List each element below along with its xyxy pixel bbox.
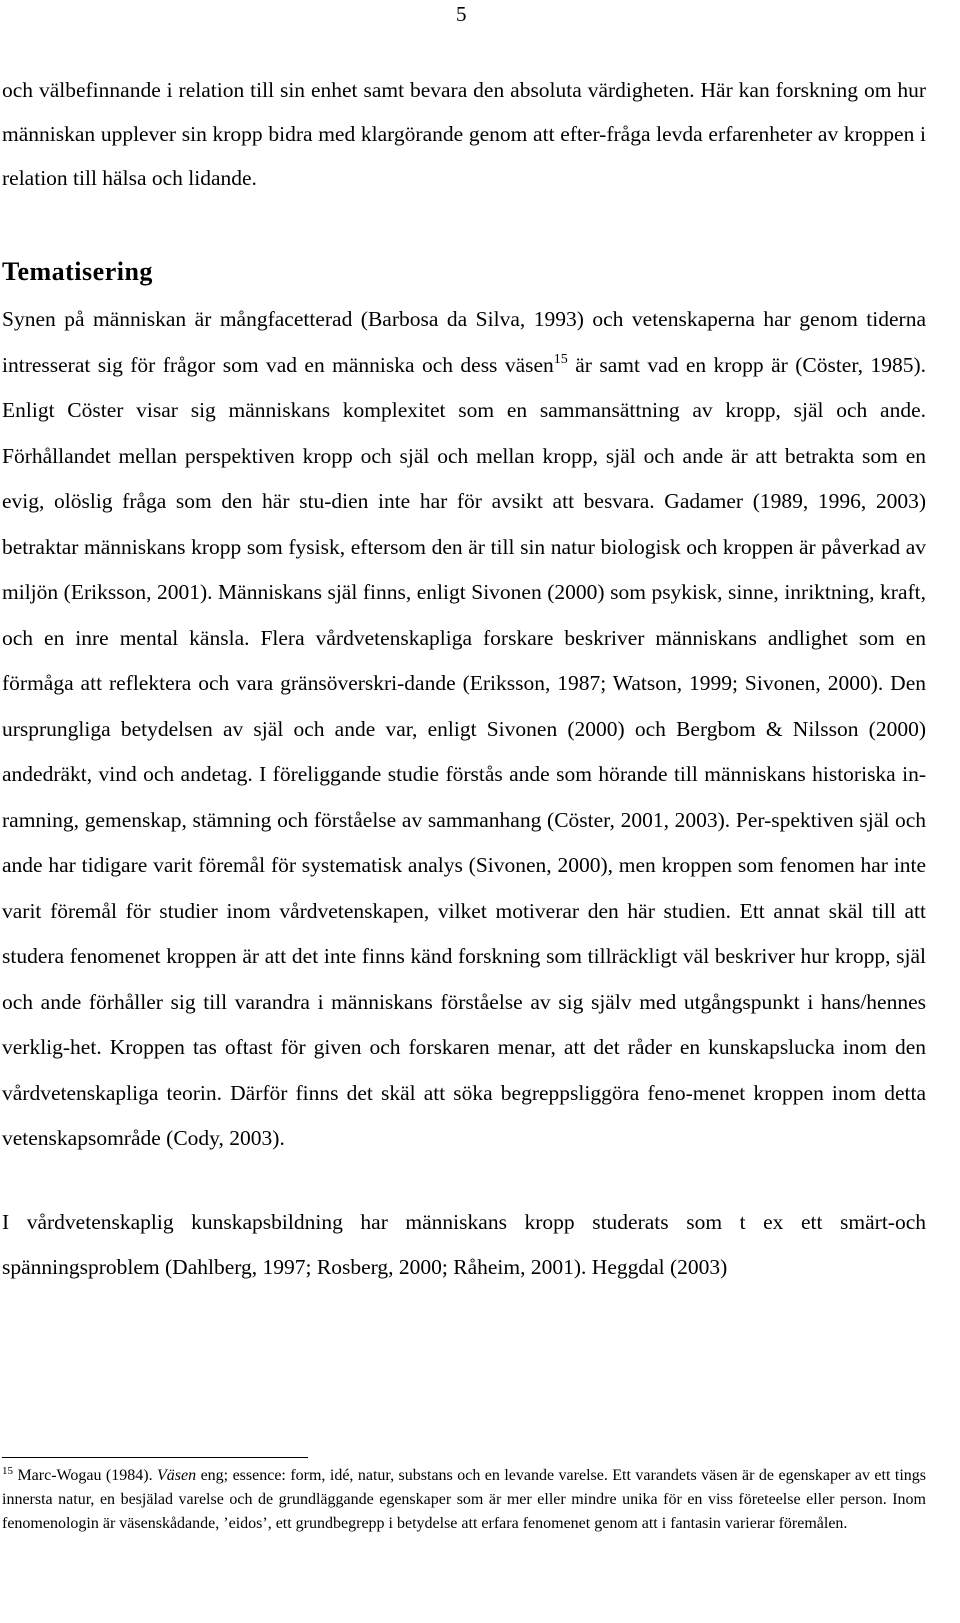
page-body [2, 68, 926, 1291]
footnote-reference[interactable]: 15 [553, 351, 568, 367]
section-heading: Tematisering [2, 257, 153, 286]
footnote-term: Väsen [157, 1467, 197, 1484]
paragraph-text: är samt vad en kropp är (Cöster, 1985). Enligt Cöster visar sig människans komplexitet som en sammansättning av kropp, själ och ande. Förhållandet mellan perspektiven kropp och själ och mellan kropp, själ och ande är att betrakta som en evig, olöslig fråga som den här stu-dien inte har för avsikt att besvara. Gadamer (1989, 1996, 2003) betraktar människans kropp som fysisk, eftersom den är till sin natur biologisk och kroppen är påverkad av miljön (Eriksson, 2001). Människans själ finns, enligt Sivonen (2000) som psykisk, sinne, inriktning, kraft, och en inre mental känsla. Flera vårdvetenskapliga forskare beskriver människans andlighet som en förmåga att reflektera och vara gränsöverskri-dande (Eriksson, 1987; Watson, 1999; Sivonen, 2000). Den ursprungliga betydelsen av själ och ande var, enligt Sivonen (2000) och Bergbom & Nilsson (2000) andedräkt, vind och andetag. I föreliggande studie förstås ande som hörande till människans historiska in-ramning, gemenskap, stämning och förståelse av sammanhang (Cöster, 2001, 2003). Per-spektiven själ och ande har tidigare varit föremål för systematisk analys (Sivonen, 2000), men kroppen som fenomen har inte varit föremål för studier inom vårdvetenskapen, vilket motiverar den här studien. Ett annat skäl till att studera fenomenet kroppen är att det inte finns känd forskning som tillräckligt väl beskriver hur kropp, själ och ande förhåller sig till varandra i människans förståelse av sig själv med utgångspunkt i hans/hennes verklig-het. Kroppen tas oftast för given och forskaren menar, att det råder en kunskapslucka inom den vårdvetenskapliga teorin. Därför finns det skäl att söka begreppsliggöra feno-menet kroppen inom detta vetenskapsområde (Cody, 2003). [2, 352, 926, 1150]
footnote [2, 1464, 926, 1536]
footnote-text: eng; essence: form, idé, natur, substans och en levande varelse. Ett varandets väsen är de egenskaper av ett tings innersta natur, en besjälad varelse och de grundläggande egenskaper som är mer eller mindre unika för en viss företeelse eller person. Inom fenomenologin är väsenskådande, ’eidos’, ett grundbegrepp i betydelse att erfara fenomenet genom att i fantasin varierar föremålen. [2, 1467, 926, 1532]
paragraph-text: Synen på människan är mångfacetterad (Barbosa da Silva, 1993) och vetenskaperna har genom tiderna intresserat sig för frågor som vad en människa och dess väsen [2, 307, 926, 377]
footnote-text: Marc-Wogau (1984). [13, 1467, 158, 1484]
section-paragraph-2: I vårdvetenskaplig kunskapsbildning har människans kropp studerats som t ex ett smärt-och spänningsproblem (Dahlberg, 1997; Rosberg, 2000; Råheim, 2001). Heggdal (2003) [2, 1209, 926, 1279]
page-number: 5 [456, 2, 467, 26]
intro-paragraph: och välbefinnande i relation till sin enhet samt bevara den absoluta värdigheten. Här kan forskning om hur människan upplever sin kropp bidra med klargörande genom att efter-fråga levda erfarenheter av kroppen i relation till hälsa och lidande. [2, 78, 926, 190]
footnote-number: 15 [2, 1465, 13, 1477]
footnote-divider [2, 1457, 308, 1458]
section-paragraph-1 [2, 297, 926, 1162]
